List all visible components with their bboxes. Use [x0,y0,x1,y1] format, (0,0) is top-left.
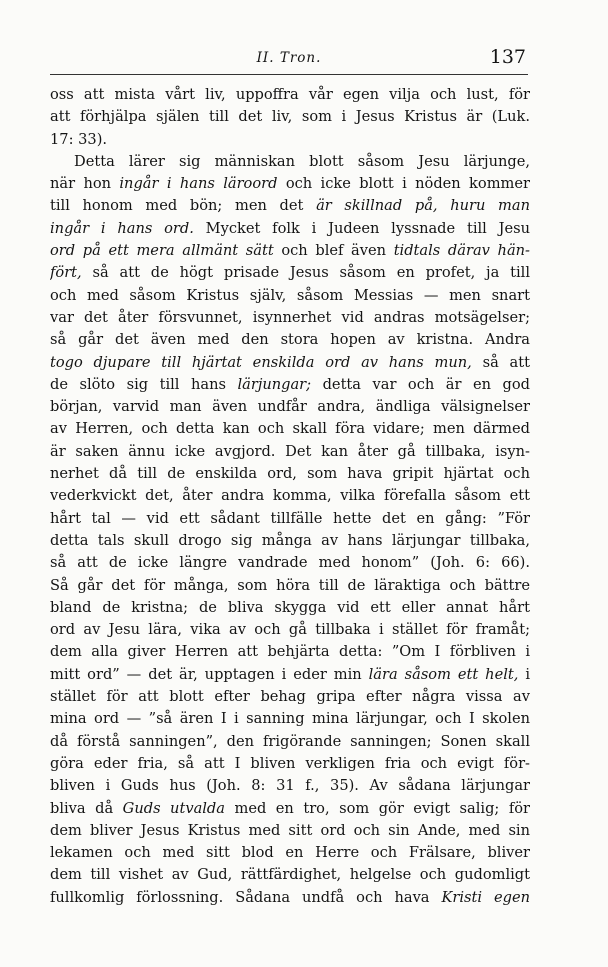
italic-text: lära såsom ett helt, [368,665,519,683]
text-segment: detta var och är en god [311,375,530,393]
text-segment: och med såsom Kristus själv, såsom Messias — men snart [50,286,530,304]
text-line [50,731,530,753]
text-segment: mina ord — ”så ären I i sanning mina lärjungar, och I skolen [50,710,530,728]
text-line [50,664,530,686]
text-segment: 17: 33). [50,130,108,148]
text-segment: när hon [50,175,120,193]
text-segment: till honom med bön; men det [50,197,317,215]
text-segment: i [518,665,530,683]
italic-text: Kristi egen [441,888,530,906]
text-segment: och icke blott i nöden kommer [277,175,530,193]
text-segment: nerhet då till de enskilda ord, som hava gripit hjärtat och [50,465,530,483]
text-line [50,552,530,574]
text-segment: ord av Jesu lära, vika av och gå tillbaka i stället för framåt; [50,621,530,639]
text-segment: dem till vishet av Gud, rättfärdighet, helgelse och gudomligt [50,866,530,884]
text-segment: dem alla giver Herren att behjärta detta: ”Om I förbliven i [50,643,530,661]
text-line [50,240,530,262]
italic-text: ingår i hans läroord [119,175,278,193]
text-segment: lekamen och med sitt blod en Herre och Frälsare, bliver [50,844,530,862]
text-line [50,753,530,775]
italic-text: togo djupare till hjärtat enskilda ord av hans mun, [50,353,472,371]
text-line [50,820,530,842]
italic-text: lärjungar; [237,375,312,393]
text-line [50,418,530,440]
text-line [50,151,530,173]
text-segment: med en tro, som gör evigt salig; för [224,799,530,817]
text-segment: så att de icke längre vandrade med honom” (Joh. 6: 66). [50,554,530,572]
text-line [50,686,530,708]
text-line [50,708,530,730]
italic-text: fört, [50,264,82,282]
text-segment: bliva då [50,799,123,817]
text-line [50,575,530,597]
text-line [50,864,530,886]
text-segment: fullkomlig förlossning. Sådana undfå och hava [50,888,442,906]
text-line [50,485,530,507]
text-line [50,508,530,530]
text-segment: av Herren, och detta kan och skall föra vidare; men därmed [50,420,530,438]
text-line [50,352,530,374]
body-text [50,84,530,909]
text-segment: var det åter försvunnet, isynnerhet vid andras motsägelser; [50,308,530,326]
text-segment: dem bliver Jesus Kristus med sitt ord och sin Ande, med sin [50,821,530,839]
italic-text: är skillnad på, huru man [316,197,530,215]
text-segment: de slöto sig till hans [50,375,238,393]
text-segment: stället för att blott efter behag gripa efter några vissa av [50,688,530,706]
text-line [50,129,530,151]
text-line [50,842,530,864]
text-segment: Så går det för många, som höra till de läraktiga och bättre [50,576,530,594]
text-line [50,195,530,217]
text-line [50,641,530,663]
text-segment: Mycket folk i Judeen lyssnade till Jesu [193,219,530,237]
page-header [50,46,528,75]
text-line [50,374,530,396]
text-line [50,775,530,797]
text-segment: så att [471,353,530,371]
text-segment: oss att mista vårt liv, uppoffra vår egen vilja och lust, för [50,86,530,103]
text-line [50,798,530,820]
text-line [50,619,530,641]
text-segment: är saken ännu icke avgjord. Det kan åter gå tillbaka, isyn- [50,442,530,460]
text-line [50,262,530,284]
page-number: 137 [489,46,526,68]
text-segment: bland de kristna; de bliva skygga vid ett eller annat hårt [50,598,530,616]
text-line [50,173,530,195]
text-line [50,329,530,351]
text-segment: så går det även med den stora hopen av kristna. Andra [50,331,530,349]
text-line [50,441,530,463]
text-segment: då förstå sanningen”, den frigörande sanningen; Sonen skall [50,732,530,750]
text-segment: detta tals skull drogo sig många av hans lärjungar tillbaka, [50,531,530,549]
italic-text: Guds utvalda [122,799,225,817]
text-line [50,396,530,418]
italic-text: ord på ett mera allmänt sätt [50,242,274,260]
italic-text: tidtals därav hän- [393,242,530,260]
text-line [50,597,530,619]
text-segment: så att de högt prisade Jesus såsom en profet, ja till [81,264,530,282]
running-title: II. Tron. [256,50,322,66]
text-segment: bliven i Guds hus (Joh. 8: 31 f., 35). Av sådana lärjungar [50,777,530,795]
text-line [50,530,530,552]
text-line [50,84,530,106]
text-line [50,463,530,485]
text-segment: mitt ord” — det är, upptagen i eder min [50,665,369,683]
italic-text: ingår i hans ord. [50,219,194,237]
text-segment: början, varvid man även undfår andra, ändliga välsignelser [50,398,530,416]
text-segment: och blef även [273,242,394,260]
text-segment: att förhjälpa själen till det liv, som i Jesus Kristus är (Luk. [50,108,530,126]
text-line [50,106,530,128]
text-line [50,285,530,307]
text-segment: Detta lärer sig människan blott såsom Jesu lärjunge, [74,152,530,170]
text-segment: göra eder fria, så att I bliven verkligen fria och evigt för- [50,754,530,772]
text-line [50,887,530,909]
text-line [50,218,530,240]
text-segment: vederkvickt det, åter andra komma, vilka förefalla såsom ett [50,487,530,505]
text-line [50,307,530,329]
text-segment: hårt tal — vid ett sådant tillfälle hette det en gång: ”För [50,509,530,527]
